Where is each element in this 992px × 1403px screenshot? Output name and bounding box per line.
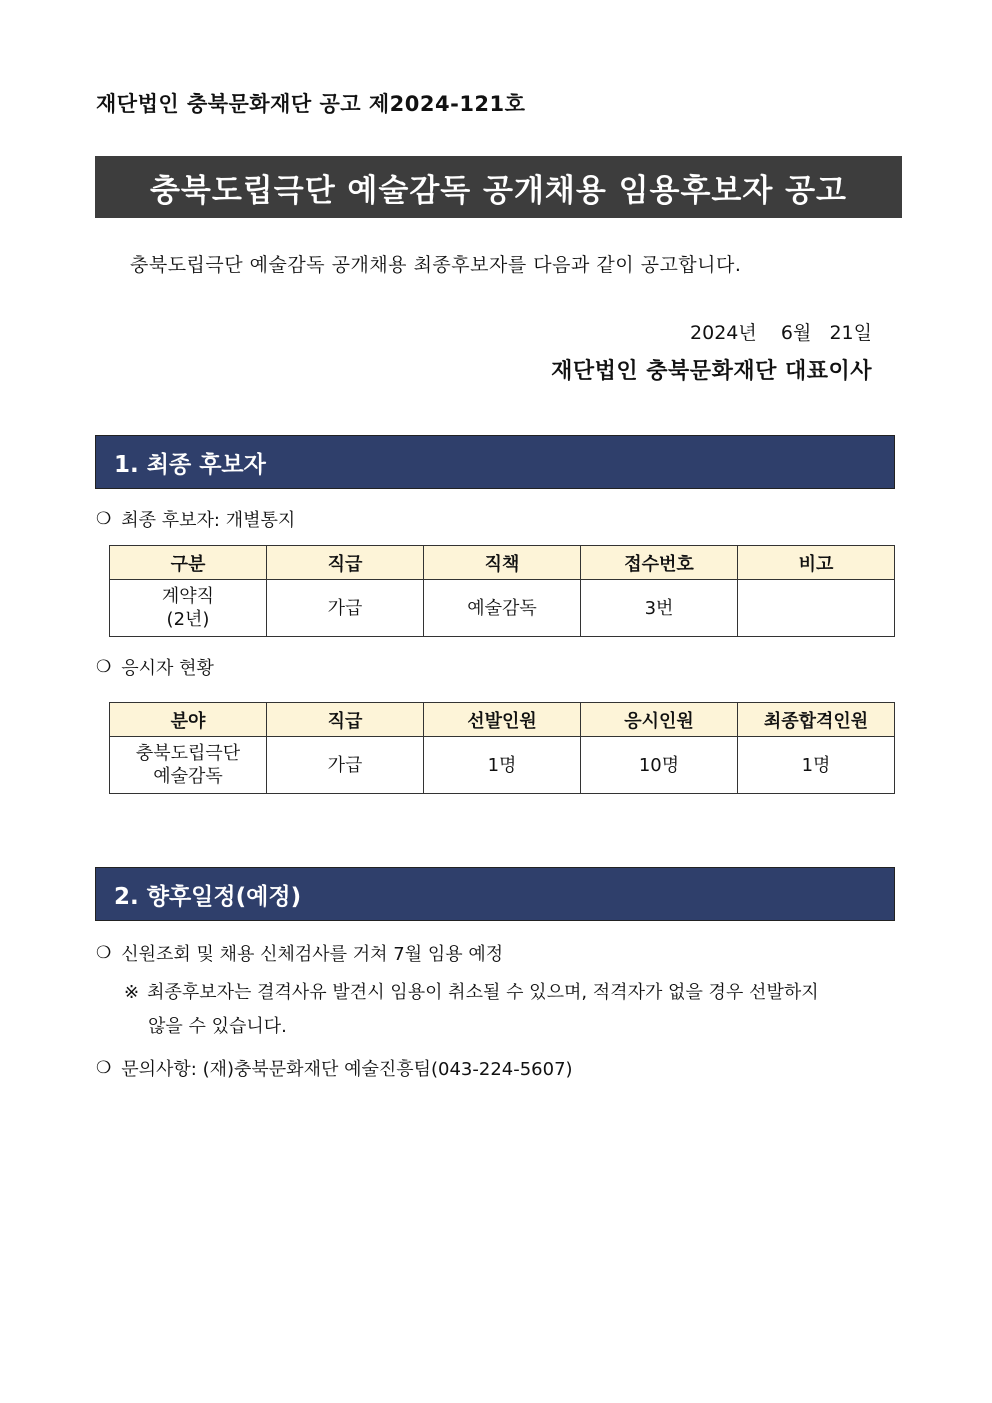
type-line2: (2년) — [166, 609, 210, 630]
table-header-cell: 직책 — [424, 546, 581, 580]
bullet-text: 최종 후보자: 개별통지 — [121, 510, 296, 531]
schedule-note — [124, 976, 899, 1044]
table-header-cell: 구분 — [110, 546, 267, 580]
hollow-circle-bullet-icon: ❍ — [96, 657, 112, 677]
bullet-final-candidate — [96, 506, 295, 532]
table-cell-receipt-no: 3번 — [581, 580, 738, 637]
table-header-row — [110, 546, 895, 580]
notice-number: 재단법인 충북문화재단 공고 제2024-121호 — [96, 92, 526, 116]
table-header-cell: 직급 — [267, 546, 424, 580]
applicant-status-table — [109, 702, 895, 794]
signer-name: 재단법인 충북문화재단 대표이사 — [551, 359, 872, 384]
table-cell-type — [110, 580, 267, 637]
table-row — [110, 737, 895, 794]
note-text-line1: 최종후보자는 결격사유 발견시 임용이 취소될 수 있으며, 적격자가 없을 경우 선발하지 — [147, 982, 819, 1003]
bullet-schedule — [96, 940, 503, 966]
table-cell-position: 예술감독 — [424, 580, 581, 637]
table-header-cell: 분야 — [110, 703, 267, 737]
note-line1 — [124, 976, 899, 1010]
table-cell-grade: 가급 — [267, 737, 424, 794]
hollow-circle-bullet-icon: ❍ — [96, 509, 112, 529]
bullet-applicant-status — [96, 654, 214, 680]
table-header-row — [110, 703, 895, 737]
table-header-cell: 비고 — [738, 546, 895, 580]
hollow-circle-bullet-icon: ❍ — [96, 943, 112, 963]
type-line1: 계약직 — [161, 586, 215, 607]
field-line2: 예술감독 — [153, 766, 223, 787]
final-candidate-table — [109, 545, 895, 637]
table-cell-grade: 가급 — [267, 580, 424, 637]
field-line1: 충북도립극단 — [135, 743, 241, 764]
bullet-text: 문의사항: (재)충북문화재단 예술진흥팀(043-224-5607) — [121, 1059, 573, 1080]
section-heading-schedule: 2. 향후일정(예정) — [95, 867, 895, 921]
table-header-cell: 직급 — [267, 703, 424, 737]
bullet-inquiry — [96, 1055, 573, 1081]
reference-mark-icon: ※ — [124, 982, 140, 1003]
table-cell-field — [110, 737, 267, 794]
section-heading-final-candidate: 1. 최종 후보자 — [95, 435, 895, 489]
table-cell-applicants: 10명 — [581, 737, 738, 794]
bullet-text: 신원조회 및 채용 신체검사를 거쳐 7월 임용 예정 — [121, 944, 504, 965]
note-text-line2: 않을 수 있습니다. — [148, 1016, 287, 1037]
intro-text: 충북도립극단 예술감독 공개채용 최종후보자를 다음과 같이 공고합니다. — [130, 254, 742, 276]
hollow-circle-bullet-icon: ❍ — [96, 1058, 112, 1078]
bullet-text: 응시자 현황 — [121, 658, 214, 679]
table-cell-remarks — [738, 580, 895, 637]
table-cell-selected: 1명 — [424, 737, 581, 794]
notice-date: 2024년 6월 21일 — [690, 322, 872, 344]
table-header-cell: 선발인원 — [424, 703, 581, 737]
table-header-cell: 응시인원 — [581, 703, 738, 737]
table-row — [110, 580, 895, 637]
table-header-cell: 접수번호 — [581, 546, 738, 580]
table-header-cell: 최종합격인원 — [738, 703, 895, 737]
page-title: 충북도립극단 예술감독 공개채용 임용후보자 공고 — [95, 156, 902, 218]
table-cell-final: 1명 — [738, 737, 895, 794]
